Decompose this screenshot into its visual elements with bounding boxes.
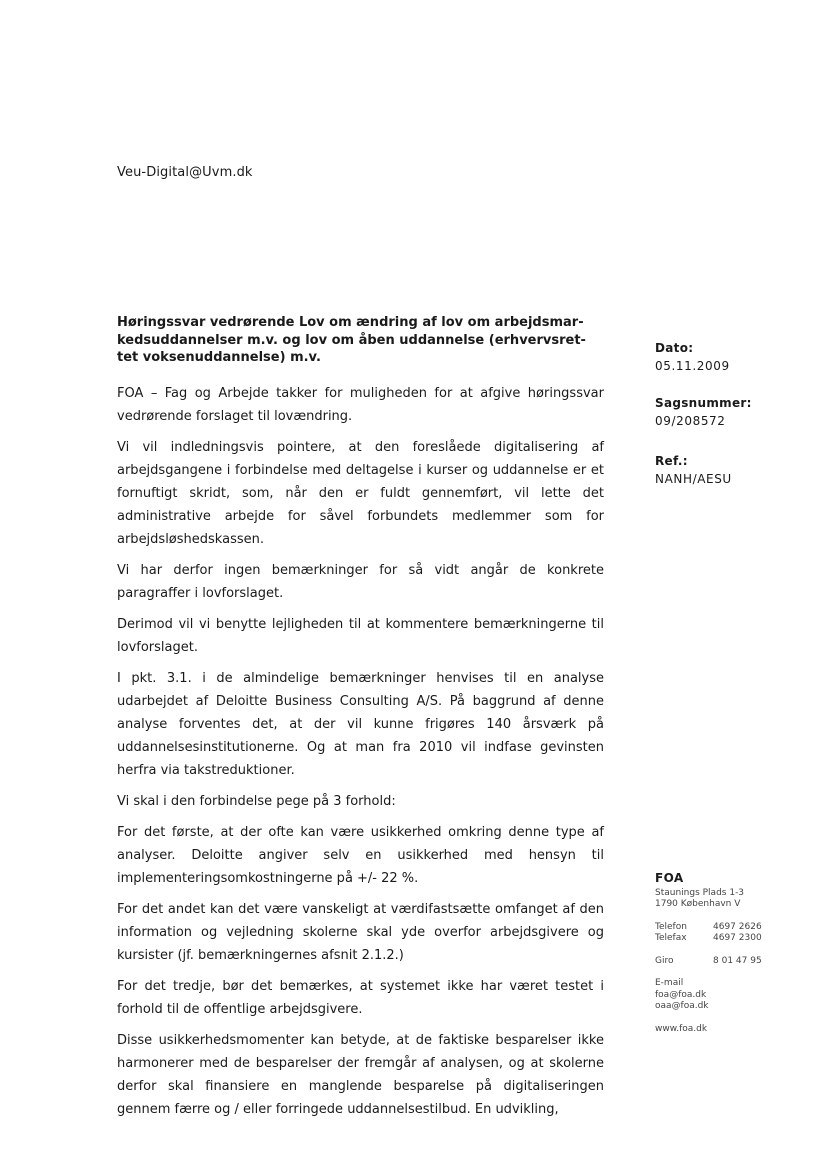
phone-label: Telefon (655, 921, 687, 932)
letter-body (117, 314, 604, 1129)
phone-row (655, 922, 805, 934)
paragraph: FOA – Fag og Arbejde takker for muligheden for at afgive høringssvar vedrørende forslaget til lovændring. (117, 385, 604, 424)
paragraph: Derimod vil vi benytte lejligheden til at kommentere bemærkningerne til lovforslaget. (117, 616, 604, 655)
phone-value: 4697 2626 (713, 921, 762, 932)
paragraph: For det andet kan det være vanskeligt at værdifastsætte omfanget af den information og vejledning skolerne skal yde overfor arbejdsgivere og kursister (jf. bemærkningernes afsnit 2.1.2.) (117, 901, 604, 963)
address-line: Staunings Plads 1-3 (655, 887, 745, 898)
date-block (655, 339, 795, 375)
paragraph: Vi har derfor ingen bemærkninger for så vidt angår de konkrete paragraffer i lovforslaget. (117, 562, 604, 601)
paragraph: Vi vil indledningsvis pointere, at den foreslåede digitalisering af arbejdsgangene i forbindelse med deltagelse i kurser og uddannelse er et fornuftigt skridt, som, når den er fuldt gennemført, vil lette det administrative arbejde for såvel forbundets medlemmer som for arbejdsløshedskassen. (117, 439, 604, 547)
reference-value: NANH/AESU (655, 472, 732, 486)
giro-value: 8 01 47 95 (713, 955, 762, 966)
subject-heading (117, 314, 604, 367)
case-number-block (655, 394, 795, 430)
date-value: 05.11.2009 (655, 359, 730, 373)
paragraph: For det tredje, bør det bemærkes, at systemet ikke har været testet i forhold til de offentlige arbejdsgivere. (117, 978, 604, 1017)
website-link[interactable]: www.foa.dk (655, 1023, 708, 1034)
paragraph: Disse usikkerhedsmomenter kan betyde, at de faktiske besparelser ikke harmonerer med de besparelser der fremgår af analysen, og at skolerne derfor skal finansiere en manglende besparelse på digitaliseringen gennem færre og / eller forringede uddannelsestilbud. En udvikling, (117, 1032, 604, 1117)
giro-label: Giro (655, 955, 674, 966)
subject-line: tet voksenuddannelse) m.v. (117, 350, 321, 365)
email-link[interactable]: oaa@foa.dk (655, 1001, 709, 1011)
fax-value: 4697 2300 (713, 933, 762, 943)
paragraph: I pkt. 3.1. i de almindelige bemærkninger henvises til en analyse udarbejdet af Deloitte Business Consulting A/S. På baggrund af denne analyse forventes det, at der vil kunne frigøres 140 årsværk på uddannelsesinstitutionerne. Og at man fra 2010 vil indfase gevinsten herfra via takstreduktioner. (117, 670, 604, 778)
subject-line: Høringssvar vedrørende Lov om ændring af lov om arbejdsmar- (117, 315, 584, 330)
giro-row (655, 956, 805, 968)
email-label: E-mail (655, 978, 684, 988)
recipient-email: Veu-Digital@Uvm.dk (117, 165, 253, 180)
case-number-label: Sagsnummer: (655, 396, 752, 410)
sender-footer (655, 873, 805, 1035)
address-line: 1790 København V (655, 899, 741, 909)
email-link[interactable]: foa@foa.dk (655, 989, 707, 1000)
reference-label: Ref.: (655, 454, 688, 468)
reference-block (655, 452, 795, 488)
paragraph: Vi skal i den forbindelse pege på 3 forhold: (117, 793, 396, 809)
fax-row (655, 933, 805, 945)
fax-label: Telefax (655, 933, 687, 943)
case-number-value: 09/208572 (655, 414, 726, 428)
paragraph: For det første, at der ofte kan være usikkerhed omkring denne type af analyser. Deloitte angiver selv en usikkerhed med hensyn til implementeringsomkostningerne på +/- 22 %. (117, 824, 604, 886)
org-name: FOA (655, 871, 684, 885)
date-label: Dato: (655, 341, 694, 355)
subject-line: kedsuddannelser m.v. og lov om åben uddannelse (erhvervsret- (117, 332, 586, 348)
